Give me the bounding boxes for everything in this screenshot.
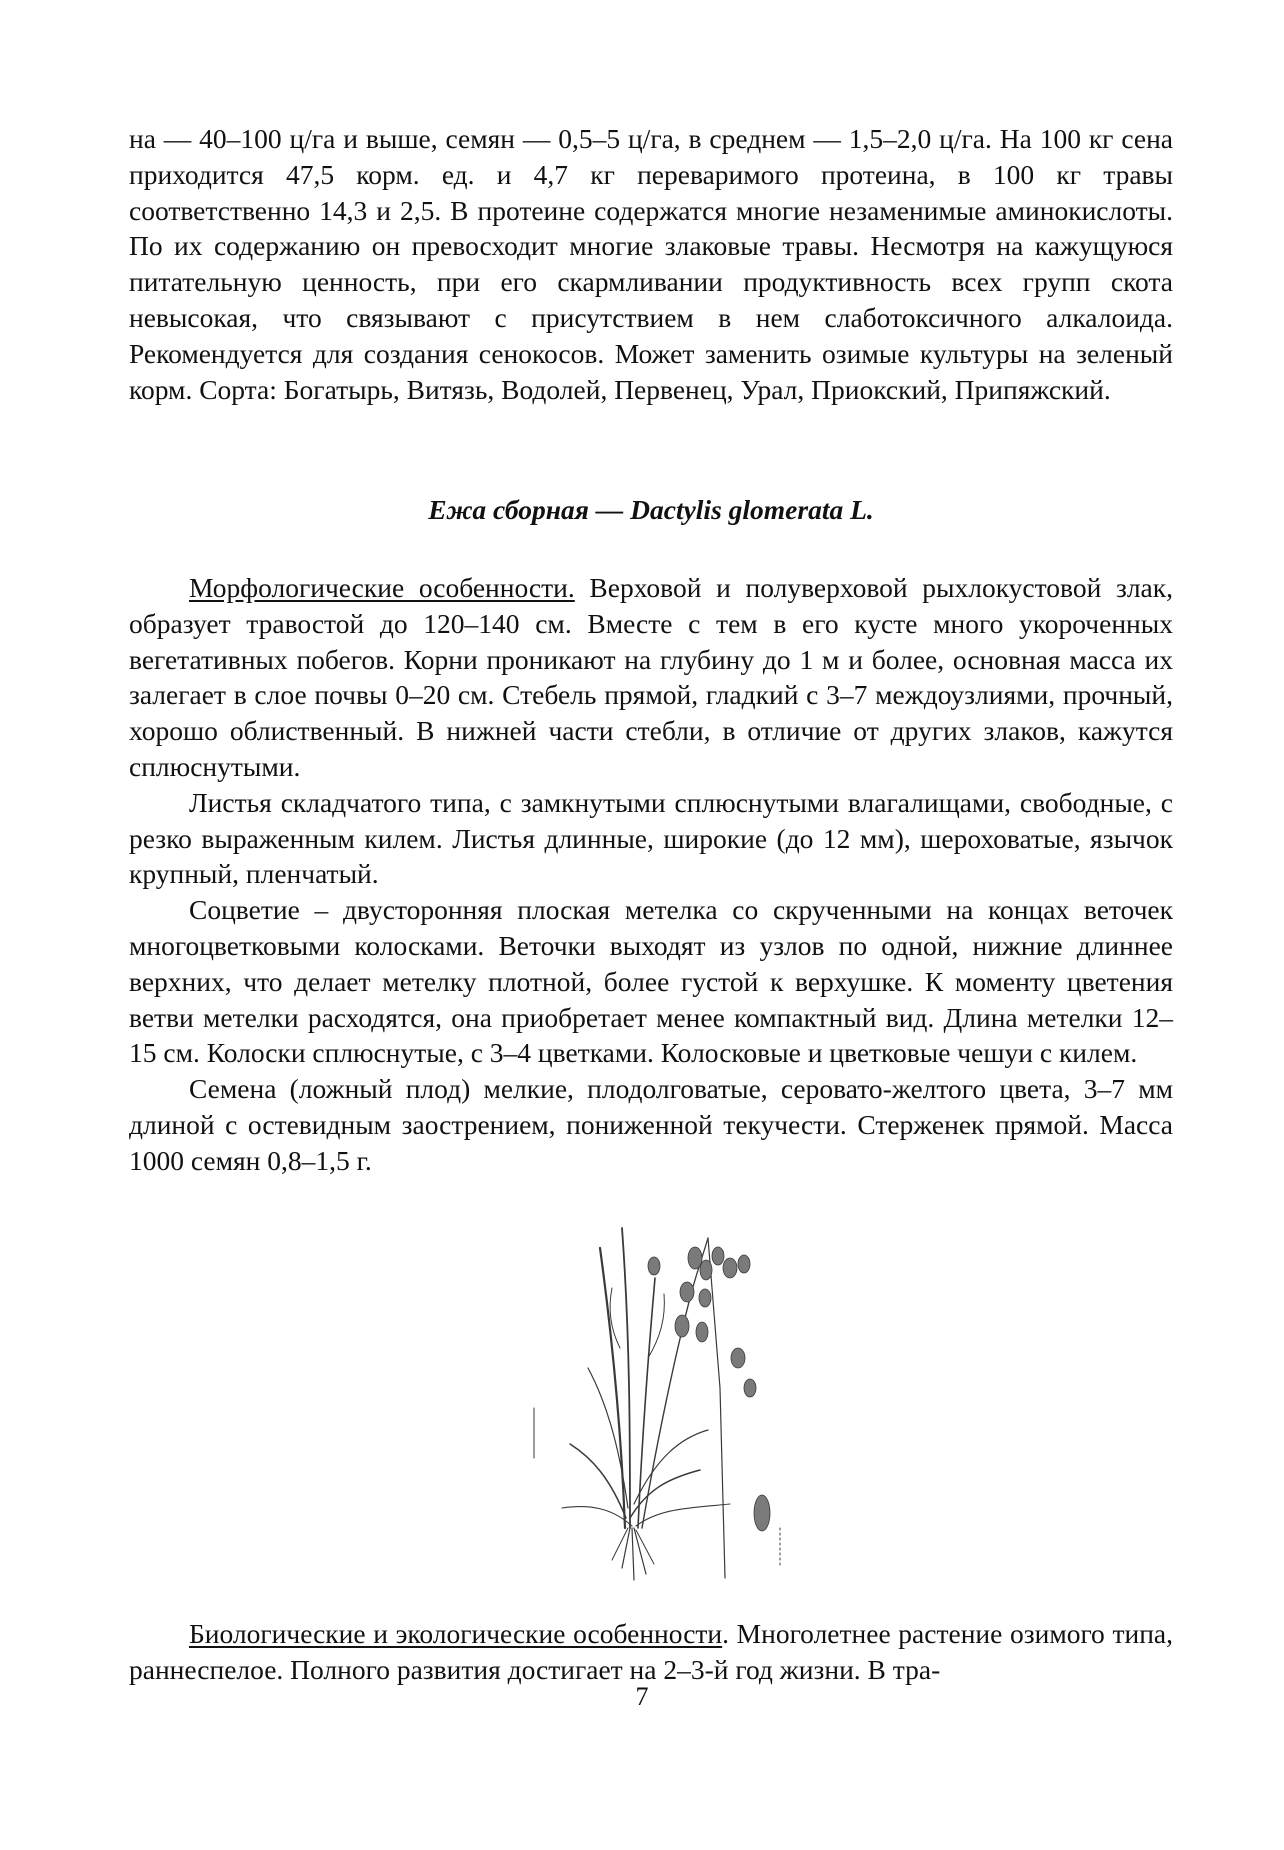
paragraph-seeds: Семена (ложный плод) мелкие, плодолговатые, серовато-желтого цвета, 3–7 мм длиной с остевидным заострением, пониженной текучести. Стерженек прямой. Масса 1000 семян 0,8–1,5 г. [129, 1073, 1173, 1176]
section-title: Ежа сборная — Dactylis glomerata L. [428, 494, 874, 525]
paragraph-inflorescence: Соцветие – двусторонняя плоская метелка со скрученными на концах веточек многоцветковыми колосками. Веточки выходят из узлов по одной, нижние длиннее верхних, что делает метелку плотной, более густой к верхушке. К моменту цветения ветви метелки расходятся, она приобретает менее компактный вид. Длина метелки 12–15 см. Колоски сплюснутые, с 3–4 цветками. Колосковые и цветковые чешуи с килем. [129, 894, 1173, 1069]
morphology-text: Верховой и полуверховой рыхлокустовой злак, образует травостой до 120–140 см. Вместе с тем в его кусте много укороченных вегетативных побегов. Корни проникают на глубину до 1 м и более, основная масса их залегает в слое почвы 0–20 см. Стебель прямой, гладкий с 3–7 междоузлиями, прочный, хорошо облиственный. В нижней части стебли, в отличие от других злаков, кажутся сплюснутыми. [129, 572, 1173, 782]
bottom-paragraph-block [129, 1616, 1173, 1688]
body-text-block [129, 570, 1173, 1179]
paragraph-yield: на — 40–100 ц/га и выше, семян — 0,5–5 ц/га, в среднем — 1,5–2,0 ц/га. На 100 кг сена приходится 47,5 корм. ед. и 4,7 кг переваримого протеина, в 100 кг травы соответственно 14,3 и 2,5. В протеине содержатся многие незаменимые аминокислоты. По их содержанию он превосходит многие злаковые травы. Несмотря на кажущуюся питательную ценность, при его скармливании продуктивность всех групп скота невысокая, что связывают с присутствием в нем слаботоксичного алкалоида. Рекомендуется для создания сенокосов. Может заменить озимые культуры на зеленый корм. Сорта: Богатырь, Витязь, Водолей, Первенец, Урал, Приокский, Припяжский. [129, 123, 1173, 405]
paragraph-biology [129, 1616, 1173, 1688]
paragraph-morphology [129, 570, 1173, 785]
biology-heading: Биологические и экологические особенности [189, 1618, 723, 1649]
paragraph-leaves: Листья складчатого типа, с замкнутыми сплюснутыми влагалищами, свободные, с резко выраженным килем. Листья длинные, широкие (до 12 мм), шероховатые, язычок крупный, пленчатый. [129, 786, 1173, 890]
plant-illustration [530, 1208, 790, 1608]
biology-text: . Многолетнее растение озимого типа, раннеспелое. Полного развития достигает на 2–3-й год жизни. В тра- [129, 1618, 1173, 1685]
top-paragraph-block [129, 121, 1173, 407]
page-number: 7 [635, 1682, 649, 1711]
morphology-heading: Морфологические особенности. [189, 572, 575, 603]
